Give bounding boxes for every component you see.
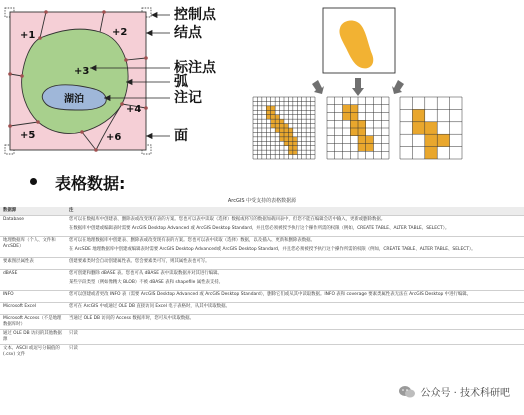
callout-control-point: 控制点 [174,7,216,23]
data-source-table [0,207,524,359]
table-row [0,237,524,258]
node-icon [80,130,84,134]
node-icon [124,58,128,62]
raster-cell [437,134,449,146]
table-cell-notes [66,258,524,270]
raster-cell [343,113,351,121]
raster-grid-coarse [400,97,462,159]
node-icon [144,56,148,60]
table-note: 您可在 ArcGIS 中或通过 OLE DB 直接访问 Excel 电子表格时，从其中读取数据。 [69,304,230,309]
table-cell-source: 要素图层属性表 [0,258,66,270]
raster-cell [280,137,284,141]
table-row [0,303,524,315]
raster-cell [288,146,292,150]
arrow-icons [312,78,404,96]
raster-cell [350,120,358,128]
table-note: 当通过 OLE DB 访问的 Access 数据库时，您可从中读取数据。 [69,316,194,321]
raster-cell [284,141,288,145]
node-icon [94,148,98,152]
table-cell-notes [66,216,524,237]
table-cell-notes [66,270,524,291]
table-cell-notes [66,237,524,258]
raster-illustration [253,8,462,159]
callout-arc: 弧 [174,74,188,90]
callout-polygon: 面 [174,128,188,144]
table-row [0,345,524,360]
polygon-label: +3 [74,66,90,77]
raster-cell [350,105,358,113]
table-cell-source: 通过 OLE DB 访问的其他数据源 [0,330,66,345]
node-icon [38,36,42,40]
table-cell-source: dBASE [0,270,66,291]
table-header-cell: 数据源 [0,207,66,216]
table-cell-source: 文本、ASCII 或逗号分隔值的 (.csv) 文件 [0,345,66,360]
raster-cell [425,147,437,159]
raster-cell [350,113,358,121]
table-cell-notes [66,330,524,345]
polygon-label: +4 [126,104,142,115]
node-icon [20,74,24,78]
raster-cell [288,150,292,154]
raster-grid-medium [327,97,389,159]
node-icon [102,10,106,14]
raster-cell [284,137,288,141]
table-note: 您可以在数据库中创建表、删除表或改变现有表的方案。您也可以表中读取（选择）数据或将写的数据加载回表中，但您不能在编辑会话中输入，更新或删除数据。 [69,217,386,222]
raster-cell [280,132,284,136]
raster-cell [293,146,297,150]
arrow-icon [312,80,324,94]
raster-cell [271,110,275,114]
table-note: 只读 [69,346,78,351]
coverage-diagram [0,0,524,200]
table-cell-source: INFO [0,291,66,303]
callout-annotation: 注记 [174,90,202,106]
raster-cell [412,109,424,121]
raster-cell [271,106,275,110]
raster-cell [358,128,366,136]
table-note: 在 ArcSDE 地理数据库中创建或编辑表时需要 ArcGIS Desktop Advanced或 ArcGIS Desktop Standard，并且您必须被授予执行这个操作所需的权限（例如，CREATE TABLE、ALTER TABLE、SELECT）。 [69,247,476,252]
raster-cell [358,144,366,152]
table-row [0,216,524,237]
table-row [0,330,524,345]
raster-cell [284,124,288,128]
table-note: 某些字段类型（例如像精大 BLOB）不被 dBASE 表和 shapefile 属性表支持。 [69,280,224,285]
raster-cell [425,134,437,146]
raster-cell [293,141,297,145]
raster-cell [266,110,270,114]
arrow-icon [352,78,364,96]
node-icon [144,106,148,110]
table-row [0,270,524,291]
raster-cell [271,115,275,119]
node-icon [8,72,12,76]
table-cell-notes [66,291,524,303]
bullet-icon [30,178,37,185]
raster-cell [288,128,292,132]
table-note: 您可以在地理数据库中创建表、删除表或改变现有表的方案。您也可以表中读取（选择）数据，以及插入、更新和删除表数据。 [69,238,315,243]
node-icon [36,120,40,124]
table-row [0,315,524,330]
polygon-label: +2 [112,27,128,38]
polygon-label: +6 [106,132,122,143]
arrow-icon [392,80,404,94]
raster-cell [425,122,437,134]
table-cell-notes [66,303,524,315]
watermark-text: 公众号 · 技术科研吧 [420,388,510,399]
lake-label: 湖泊 [64,94,84,105]
raster-cell [271,124,275,128]
raster-cell [280,128,284,132]
table-note: 创建要素类时会自动创建属性表。您会要素类可写，则其属性表也可写。 [69,259,210,264]
raster-cell [280,124,284,128]
table-note: 在数据库中创建或编辑表时需要 ArcGIS Desktop Advanced 或 ArcGIS Desktop Standard，并且您必须被授予执行这个操作所需的权限（例如，CREATE TABLE、ALTER TABLE、SELECT）。 [69,226,450,231]
node-icon [8,124,12,128]
table-cell-source: Database [0,216,66,237]
wechat-icon [398,385,416,399]
raster-cell [275,128,279,132]
raster-cell [284,128,288,132]
raster-cell [366,144,374,152]
table-cell-source: Microsoft Access（不是地理数据库时） [0,315,66,330]
raster-cell [275,115,279,119]
raster-cell [271,119,275,123]
polygon-label: +5 [20,130,36,141]
raster-cell [284,132,288,136]
table-cell-source: 地理数据库（个人、文件和 ArcSDE） [0,237,66,258]
table-note: 您可以创建或者更改 INFO 表（需要 ArcGIS Desktop Advanced 或 ArcGIS Desktop Standard），删除它们或从其中读取数据。INFO 表和 coverage 要素类属性表无法在 ArcGIS Desktop 中进行编辑。 [69,292,472,297]
table-cell-notes [66,345,524,360]
raster-cell [288,137,292,141]
raster-cell [266,115,270,119]
callout-node: 结点 [174,25,202,41]
table-note: 只读 [69,331,78,336]
raster-cell [412,122,424,134]
raster-cell [293,137,297,141]
table-row [0,258,524,270]
raster-cell [358,120,366,128]
table-body [0,216,524,360]
node-icon [44,10,48,14]
raster-cell [266,106,270,110]
table-note: 您可创建和删除 dBASE 表。您也可从 dBASE 表中读取数据并对其进行编辑。 [69,271,222,276]
table-cell-notes [66,315,524,330]
raster-grid-fine [253,97,315,159]
polygon-label: +1 [20,30,36,41]
raster-cell [275,124,279,128]
callout-label-point: 标注点 [174,60,216,76]
raster-cell [275,119,279,123]
watermark [398,384,510,399]
node-icon [120,102,124,106]
raster-cell [358,136,366,144]
raster-cell [366,136,374,144]
raster-cell [280,119,284,123]
table-header-row [0,207,524,216]
raster-cell [293,150,297,154]
table-caption: ArcGIS 中受支持的表格数据源 [227,198,297,204]
section-title: 表格数据: [55,174,126,193]
raster-cell [288,141,292,145]
raster-cell [288,132,292,136]
table-cell-source: Microsoft Excel [0,303,66,315]
raster-cell [350,128,358,136]
table-row [0,291,524,303]
raster-cell [343,105,351,113]
table-header-cell: 注 [66,207,524,216]
